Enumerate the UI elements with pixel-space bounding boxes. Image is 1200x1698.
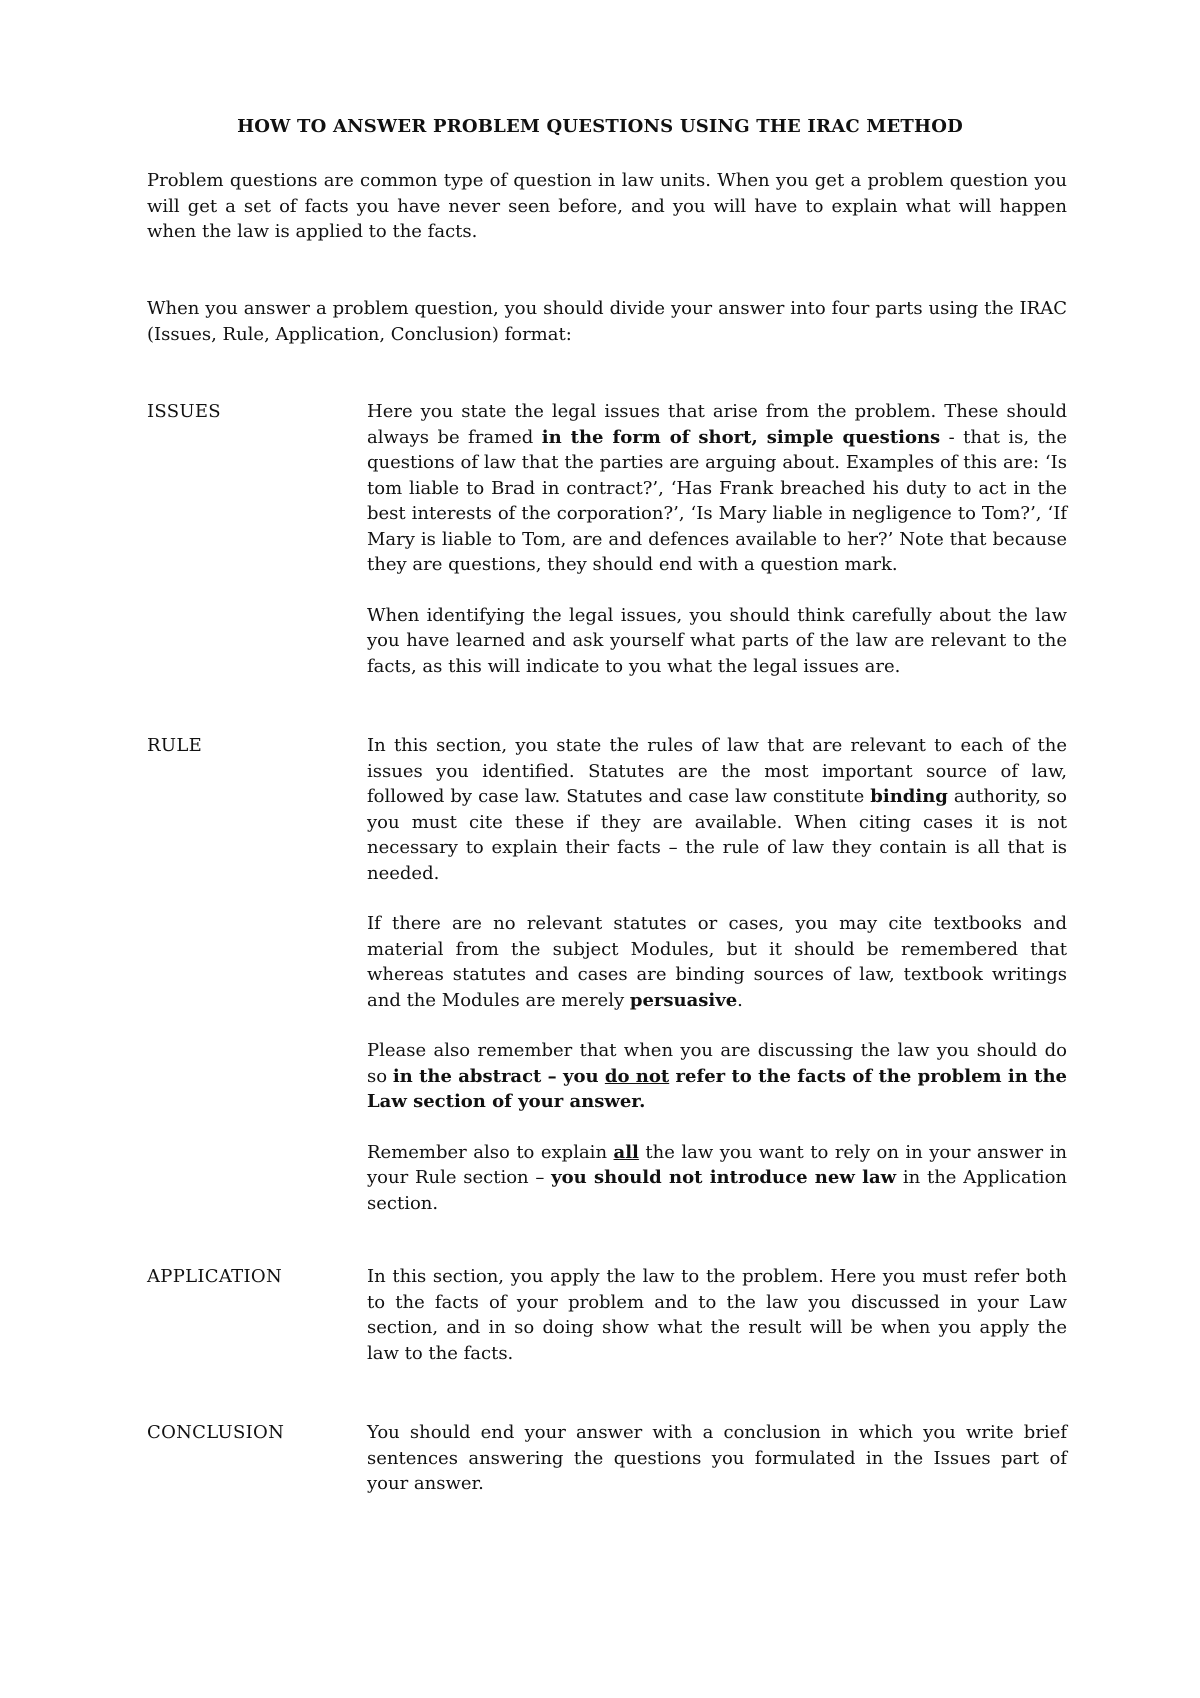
- rule-paragraph-1: In this section, you state the rules of law that are relevant to each of the issues you identified. Statutes are the most important source of law, followed by case law. Statutes and case law constitute binding authority, so you must cite these if they are available. When citing cases it is not necessary to explain their facts – the rule of law they contain is all that is needed.: [367, 735, 1067, 884]
- issues-paragraph-2: When identifying the legal issues, you should think carefully about the law you have learned and ask yourself what parts of the law are relevant to the facts, as this will indicate to you what the legal issues are.: [367, 604, 1067, 677]
- conclusion-paragraph: You should end your answer with a conclusion in which you write brief sentences answering the questions you formulated in the Issues part of your answer.: [367, 1422, 1067, 1494]
- conclusion-heading: CONCLUSION: [147, 1422, 285, 1443]
- format-intro-paragraph: When you answer a problem question, you should divide your answer into four parts using the IRAC (Issues, Rule, Application, Conclusion) format:: [147, 298, 1067, 345]
- application-paragraph: In this section, you apply the law to the problem. Here you must refer both to the facts of your problem and to the law you discussed in your Law section, and in so doing show what the result will be when you apply the law to the facts.: [367, 1266, 1067, 1364]
- issues-paragraph-1: Here you state the legal issues that arise from the problem. These should always be framed in the form of short, simple questions - that is, the questions of law that the parties are arguing about. Examples of this are: ‘Is tom liable to Brad in contract?’, ‘Has Frank breached his duty to act in the best interests of the corporation?’, ‘Is Mary liable in negligence to Tom?’, ‘If Mary is liable to Tom, are and defences available to her?’ Note that because they are questions, they should end with a question mark.: [367, 401, 1067, 575]
- rule-heading: RULE: [147, 735, 203, 756]
- rule-paragraph-4: Remember also to explain all the law you want to rely on in your answer in your Rule section – you should not introduce new law in the Application section.: [367, 1141, 1067, 1214]
- application-heading: APPLICATION: [147, 1266, 282, 1287]
- conclusion-section: [367, 1420, 1067, 1497]
- application-section: [367, 1264, 1067, 1366]
- rule-section: [367, 733, 1067, 1216]
- issues-emphasis: in the form of short, simple questions: [541, 426, 941, 448]
- intro-paragraph: Problem questions are common type of question in law units. When you get a problem question you will get a set of facts you have never seen before, and you will have to explain what will happen when the law is applied to the facts.: [147, 170, 1067, 242]
- rule-paragraph-3: Please also remember that when you are discussing the law you should do so in the abstract – you do not refer to the facts of the problem in the Law section of your answer.: [367, 1040, 1068, 1112]
- issues-section: [367, 399, 1067, 679]
- issues-heading: ISSUES: [147, 401, 221, 422]
- page-title: HOW TO ANSWER PROBLEM QUESTIONS USING THE IRAC METHOD: [237, 116, 963, 137]
- rule-paragraph-2: If there are no relevant statutes or cases, you may cite textbooks and material from the subject Modules, but it should be remembered that whereas statutes and cases are binding sources of law, textbook writings and the Modules are merely persuasive.: [367, 913, 1067, 1011]
